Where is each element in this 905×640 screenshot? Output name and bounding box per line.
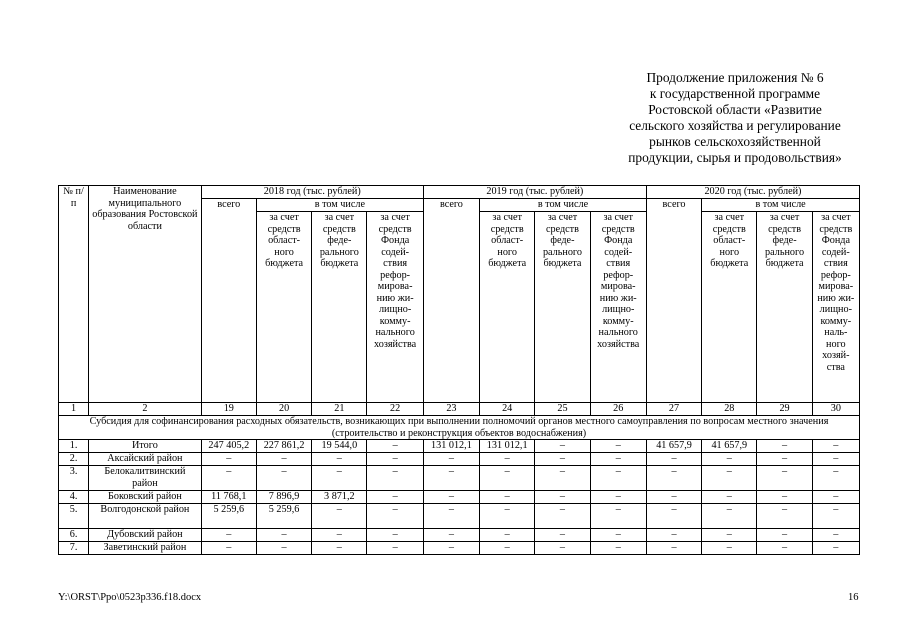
row-value: – — [480, 491, 535, 504]
row-value: – — [367, 529, 423, 542]
column-number: 21 — [312, 403, 367, 416]
row-value: – — [423, 542, 479, 555]
row-value: – — [590, 466, 646, 491]
row-value: 41 657,9 — [646, 440, 701, 453]
row-value: – — [423, 466, 479, 491]
row-value: – — [590, 453, 646, 466]
row-value: – — [256, 466, 311, 491]
row-value: – — [702, 491, 757, 504]
row-value: – — [312, 542, 367, 555]
row-value: – — [367, 440, 423, 453]
row-value: – — [812, 491, 859, 504]
row-value: 5 259,6 — [201, 504, 256, 529]
header-regional-2018: за счет средств област-ного бюджета — [256, 212, 311, 403]
row-value: – — [812, 466, 859, 491]
header-municipality: Наименование муниципального образования Ростовской области — [89, 186, 202, 403]
row-value: – — [423, 491, 479, 504]
column-number-row — [59, 403, 860, 416]
row-municipality: Итого — [89, 440, 202, 453]
table-row — [59, 491, 860, 504]
caption-line: рынков сельскохозяйственной — [649, 134, 821, 149]
row-number: 6. — [59, 529, 89, 542]
column-number: 25 — [535, 403, 590, 416]
row-value: – — [812, 504, 859, 529]
row-municipality: Боковский район — [89, 491, 202, 504]
caption-line: Продолжение приложения № 6 — [646, 70, 824, 85]
row-number: 2. — [59, 453, 89, 466]
row-number: 5. — [59, 504, 89, 529]
row-value: – — [757, 504, 812, 529]
header-total-2018: всего — [201, 199, 256, 403]
row-value: 131 012,1 — [480, 440, 535, 453]
row-value: – — [480, 504, 535, 529]
table-row — [59, 529, 860, 542]
row-value: – — [757, 491, 812, 504]
row-value: 5 259,6 — [256, 504, 311, 529]
row-value: – — [312, 529, 367, 542]
row-value: – — [201, 453, 256, 466]
caption-line: продукции, сырья и продовольствия» — [628, 150, 842, 165]
column-number: 1 — [59, 403, 89, 416]
budget-table — [58, 185, 860, 555]
row-number: 1. — [59, 440, 89, 453]
row-value: 247 405,2 — [201, 440, 256, 453]
row-value: – — [757, 440, 812, 453]
row-municipality: Дубовский район — [89, 529, 202, 542]
row-number: 3. — [59, 466, 89, 491]
column-number: 22 — [367, 403, 423, 416]
row-municipality: Заветинский район — [89, 542, 202, 555]
row-value: – — [757, 466, 812, 491]
row-value: – — [256, 542, 311, 555]
header-including-2018: в том числе — [256, 199, 423, 212]
column-number: 26 — [590, 403, 646, 416]
row-municipality: Белокалитвинский район — [89, 466, 202, 491]
row-value: – — [646, 453, 701, 466]
table-row — [59, 453, 860, 466]
row-value: – — [812, 542, 859, 555]
row-value: – — [535, 529, 590, 542]
row-value: – — [812, 453, 859, 466]
row-value: 227 861,2 — [256, 440, 311, 453]
row-value: – — [702, 542, 757, 555]
row-value: – — [646, 542, 701, 555]
table-row — [59, 466, 860, 491]
row-value: – — [201, 529, 256, 542]
row-value: – — [590, 491, 646, 504]
row-value: – — [201, 466, 256, 491]
column-number: 24 — [480, 403, 535, 416]
row-value: – — [480, 542, 535, 555]
row-value: – — [480, 529, 535, 542]
row-value: – — [590, 542, 646, 555]
row-value: 19 544,0 — [312, 440, 367, 453]
caption-line: Ростовской области «Развитие — [648, 102, 822, 117]
row-municipality: Волгодонской район — [89, 504, 202, 529]
row-value: – — [201, 542, 256, 555]
row-value: – — [367, 453, 423, 466]
column-number: 29 — [757, 403, 812, 416]
column-number: 2 — [89, 403, 202, 416]
header-year-2020: 2020 год (тыс. рублей) — [646, 186, 859, 199]
row-value: – — [480, 466, 535, 491]
appendix-caption — [585, 70, 885, 166]
table-row — [59, 542, 860, 555]
row-value: – — [535, 453, 590, 466]
column-number: 23 — [423, 403, 479, 416]
row-value: – — [535, 504, 590, 529]
header-including-2020: в том числе — [702, 199, 860, 212]
header-federal-2020: за счет средств феде-рального бюджета — [757, 212, 812, 403]
header-total-2020: всего — [646, 199, 701, 403]
column-number: 27 — [646, 403, 701, 416]
row-value: – — [312, 453, 367, 466]
column-number: 30 — [812, 403, 859, 416]
row-value: – — [256, 529, 311, 542]
row-value: – — [646, 466, 701, 491]
header-fund-2020: за счет средств Фонда содей-ствия рефор-мирова-нию жи-лищно-комму-наль-ного хозяй-ства — [812, 212, 859, 403]
row-value: 131 012,1 — [423, 440, 479, 453]
header-year-2019: 2019 год (тыс. рублей) — [423, 186, 646, 199]
row-value: 7 896,9 — [256, 491, 311, 504]
row-value: – — [535, 542, 590, 555]
row-value: – — [312, 466, 367, 491]
header-regional-2020: за счет средств област-ного бюджета — [702, 212, 757, 403]
header-num: № п/п — [59, 186, 89, 403]
row-value: – — [646, 529, 701, 542]
row-value: – — [535, 440, 590, 453]
file-path: Y:\ORST\Ppo\0523p336.f18.docx — [58, 592, 202, 603]
row-value: – — [367, 466, 423, 491]
row-value: 3 871,2 — [312, 491, 367, 504]
row-value: – — [590, 504, 646, 529]
row-value: – — [590, 440, 646, 453]
row-municipality: Аксайский район — [89, 453, 202, 466]
header-fund-2018: за счет средств Фонда содей-ствия рефор-мирова-нию жи-лищно-комму-нального хозяйства — [367, 212, 423, 403]
header-total-2019: всего — [423, 199, 479, 403]
caption-line: к государственной программе — [649, 86, 821, 101]
row-value: – — [423, 504, 479, 529]
data-rows — [59, 440, 860, 555]
table-row — [59, 440, 860, 453]
row-value: – — [757, 542, 812, 555]
row-value: – — [535, 466, 590, 491]
header-including-2019: в том числе — [480, 199, 647, 212]
page-number: 16 — [848, 592, 859, 603]
header-year-2018: 2018 год (тыс. рублей) — [201, 186, 423, 199]
row-value: – — [812, 529, 859, 542]
row-value: – — [480, 453, 535, 466]
row-value: – — [312, 504, 367, 529]
header-fund-2019: за счет средств Фонда содей-ствия рефор-мирова-нию жи-лищно-комму-нального хозяйства — [590, 212, 646, 403]
row-value: – — [646, 504, 701, 529]
header-federal-2018: за счет средств феде-рального бюджета — [312, 212, 367, 403]
row-value: – — [757, 529, 812, 542]
row-value: 41 657,9 — [702, 440, 757, 453]
row-number: 7. — [59, 542, 89, 555]
caption-line: сельского хозяйства и регулирование — [629, 118, 841, 133]
header-regional-2019: за счет средств област-ного бюджета — [480, 212, 535, 403]
row-value: – — [256, 453, 311, 466]
column-number: 20 — [256, 403, 311, 416]
row-value: – — [590, 529, 646, 542]
row-value: – — [367, 504, 423, 529]
row-value: – — [812, 440, 859, 453]
row-value: – — [423, 453, 479, 466]
subsidy-heading: Субсидия для софинансирования расходных обязательств, возникающих при выполнении полномочий органов местного самоуправления по вопросам местного значения (строительство и реконструкция объектов водоснабжения) — [59, 416, 860, 440]
row-value: – — [646, 491, 701, 504]
table-row — [59, 504, 860, 529]
row-value: 11 768,1 — [201, 491, 256, 504]
row-value: – — [367, 491, 423, 504]
header-federal-2019: за счет средств феде-рального бюджета — [535, 212, 590, 403]
row-value: – — [367, 542, 423, 555]
row-value: – — [702, 529, 757, 542]
row-value: – — [535, 491, 590, 504]
column-number: 19 — [201, 403, 256, 416]
row-value: – — [702, 504, 757, 529]
column-number: 28 — [702, 403, 757, 416]
row-value: – — [702, 466, 757, 491]
row-value: – — [757, 453, 812, 466]
row-value: – — [423, 529, 479, 542]
row-value: – — [702, 453, 757, 466]
row-number: 4. — [59, 491, 89, 504]
